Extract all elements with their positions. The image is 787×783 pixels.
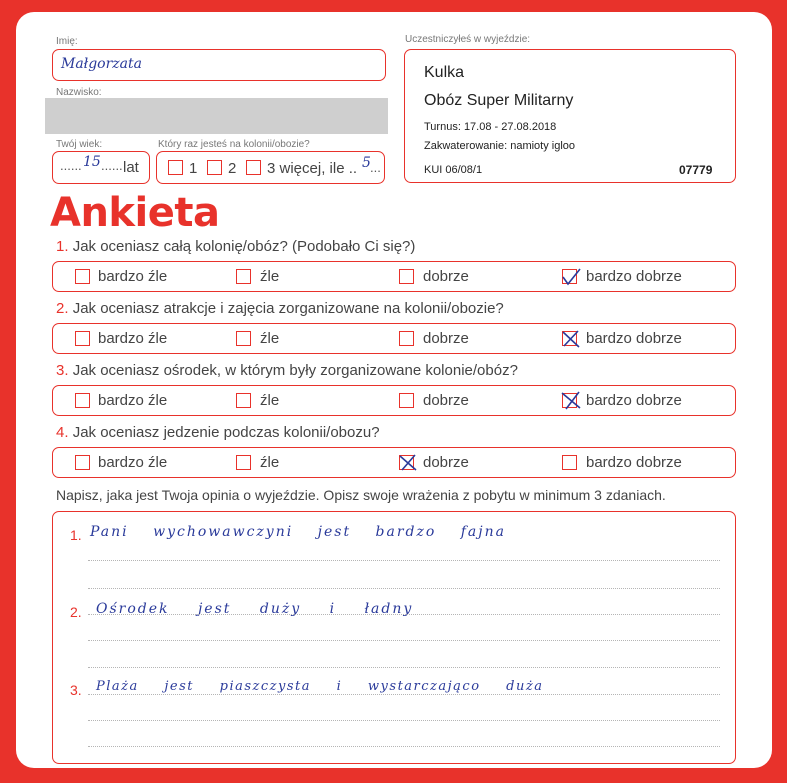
writing-line <box>88 667 720 668</box>
q3-checkbox-zle[interactable] <box>236 393 251 408</box>
q2-option-dobrze: dobrze <box>423 330 469 347</box>
q2-checkbox-dobrze[interactable] <box>399 331 414 346</box>
q3-checkbox-dobrze[interactable] <box>399 393 414 408</box>
q3-checkbox-bardzo-dobrze[interactable] <box>562 393 577 408</box>
q1-checkbox-zle[interactable] <box>236 269 251 284</box>
opinion-3-number: 3. <box>70 682 82 698</box>
q4-option-zle: źle <box>260 454 280 471</box>
cross-mark-icon <box>398 453 418 473</box>
opinion-1-number: 1. <box>70 527 82 543</box>
name-field[interactable] <box>52 49 386 81</box>
question-1 <box>56 238 415 255</box>
q4-checkbox-bardzo-zle[interactable] <box>75 455 90 470</box>
surname-redacted <box>45 98 388 134</box>
question-4 <box>56 424 380 441</box>
question-3-number: 3. <box>56 362 69 379</box>
times-option-1: 1 <box>189 160 198 177</box>
question-2 <box>56 300 504 317</box>
age-dots: ...... <box>60 158 82 173</box>
question-2-number: 2. <box>56 300 69 317</box>
writing-line <box>88 746 720 747</box>
times-label: Który raz jesteś na kolonii/obozie? <box>158 139 310 150</box>
question-2-text: Jak oceniasz atrakcje i zajęcia zorganizowane na kolonii/obozie? <box>72 300 504 317</box>
opinion-2-text: Ośrodek jest duży i ładny <box>96 601 414 617</box>
question-4-number: 4. <box>56 424 69 441</box>
cross-mark-icon <box>561 329 581 349</box>
q1-checkbox-bardzo-dobrze[interactable] <box>562 269 577 284</box>
opinion-3-text: Plaża jest piaszczysta i wystarczająco duża <box>96 679 544 694</box>
times-field <box>156 151 385 184</box>
opinion-textarea[interactable] <box>52 511 736 764</box>
survey-title: Ankieta <box>50 190 220 236</box>
q2-checkbox-zle[interactable] <box>236 331 251 346</box>
q4-checkbox-dobrze[interactable] <box>399 455 414 470</box>
name-label: Imię: <box>56 36 78 47</box>
times-option-3: 3 więcej, ile .. <box>267 160 358 177</box>
times-checkbox-1[interactable] <box>168 160 183 175</box>
writing-line <box>88 614 720 615</box>
trip-code: KUI 06/08/1 <box>424 164 483 176</box>
q4-checkbox-bardzo-dobrze[interactable] <box>562 455 577 470</box>
times-checkbox-2[interactable] <box>207 160 222 175</box>
q2-option-zle: źle <box>260 330 280 347</box>
age-label: Twój wiek: <box>56 139 103 150</box>
q4-option-bardzo-zle: bardzo źle <box>98 454 168 471</box>
q4-option-bardzo-dobrze: bardzo dobrze <box>586 454 682 471</box>
q3-option-zle: źle <box>260 392 280 409</box>
times-checkbox-3[interactable] <box>246 160 261 175</box>
times-count-value: 5 <box>362 155 371 171</box>
question-1-answers <box>52 261 736 292</box>
q3-checkbox-bardzo-zle[interactable] <box>75 393 90 408</box>
q2-checkbox-bardzo-zle[interactable] <box>75 331 90 346</box>
writing-line <box>88 560 720 561</box>
q1-option-bardzo-zle: bardzo źle <box>98 268 168 285</box>
times-option-2: 2 <box>228 160 237 177</box>
trip-accommodation: Zakwaterowanie: namioty igloo <box>424 140 576 152</box>
age-field[interactable] <box>52 151 150 184</box>
cross-mark-icon <box>561 391 581 411</box>
writing-line <box>88 640 720 641</box>
trip-turnus: Turnus: 17.08 - 27.08.2018 <box>424 121 557 133</box>
name-value: Małgorzata <box>61 56 142 72</box>
age-value: 15 <box>83 154 101 170</box>
opinion-prompt: Napisz, jaka jest Twoja opinia o wyjeździe. Opisz swoje wrażenia z pobytu w minimum 3 zdaniach. <box>56 487 666 503</box>
q2-option-bardzo-dobrze: bardzo dobrze <box>586 330 682 347</box>
q3-option-bardzo-dobrze: bardzo dobrze <box>586 392 682 409</box>
question-4-answers <box>52 447 736 478</box>
q1-option-bardzo-dobrze: bardzo dobrze <box>586 268 682 285</box>
age-dots-2: ...... <box>101 158 123 173</box>
q3-option-bardzo-zle: bardzo źle <box>98 392 168 409</box>
q1-option-zle: źle <box>260 268 280 285</box>
trip-place: Kulka <box>424 64 465 81</box>
age-unit: lat <box>123 159 139 176</box>
writing-line <box>88 720 720 721</box>
q2-checkbox-bardzo-dobrze[interactable] <box>562 331 577 346</box>
q2-option-bardzo-zle: bardzo źle <box>98 330 168 347</box>
writing-line <box>88 694 720 695</box>
q4-option-dobrze: dobrze <box>423 454 469 471</box>
opinion-1-text: Pani wychowawczyni jest bardzo fajna <box>90 524 506 540</box>
q3-option-dobrze: dobrze <box>423 392 469 409</box>
opinion-2-number: 2. <box>70 604 82 620</box>
question-1-number: 1. <box>56 238 69 255</box>
question-1-text: Jak oceniasz całą kolonię/obóz? (Podobało Ci się?) <box>72 238 416 255</box>
q1-checkbox-bardzo-zle[interactable] <box>75 269 90 284</box>
check-mark-icon <box>561 267 581 287</box>
question-3-text: Jak oceniasz ośrodek, w którym były zorganizowane kolonie/obóz? <box>72 362 518 379</box>
times-count-dots: ... <box>370 160 381 175</box>
surname-label: Nazwisko: <box>56 87 102 98</box>
trip-label: Uczestniczyłeś w wyjeździe: <box>405 34 531 45</box>
trip-number: 07779 <box>679 163 713 177</box>
q1-checkbox-dobrze[interactable] <box>399 269 414 284</box>
question-3-answers <box>52 385 736 416</box>
question-2-answers <box>52 323 736 354</box>
question-3 <box>56 362 518 379</box>
q4-checkbox-zle[interactable] <box>236 455 251 470</box>
writing-line <box>88 588 720 589</box>
question-4-text: Jak oceniasz jedzenie podczas kolonii/obozu? <box>72 424 380 441</box>
trip-camp: Obóz Super Militarny <box>424 92 574 109</box>
q1-option-dobrze: dobrze <box>423 268 469 285</box>
trip-info-box <box>404 49 736 183</box>
